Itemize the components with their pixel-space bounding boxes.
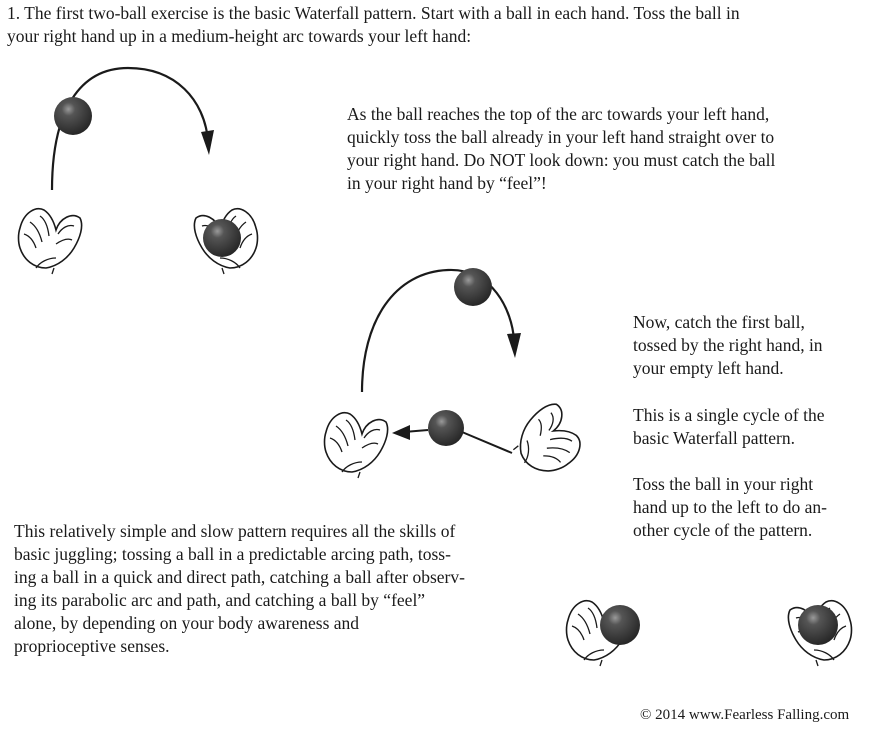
skills-line: This relatively simple and slow pattern requires all the skills of bbox=[14, 521, 456, 541]
note-line: other cycle of the pattern. bbox=[633, 520, 813, 540]
note-line: basic Waterfall pattern. bbox=[633, 428, 796, 448]
instruction-line: in your right hand by “feel”! bbox=[347, 173, 547, 193]
skills-line: ing its parabolic arc and path, and catching a ball by “feel” bbox=[14, 590, 426, 610]
ball-at-peak bbox=[454, 268, 492, 306]
skills-line: proprioceptive senses. bbox=[14, 636, 170, 656]
left-hand-icon bbox=[325, 413, 388, 478]
right-hand-icon bbox=[19, 209, 82, 274]
note-line: hand up to the left to do an- bbox=[633, 497, 827, 517]
note-line: your empty left hand. bbox=[633, 358, 784, 378]
ball-in-hand bbox=[600, 605, 640, 645]
ball-direct-toss bbox=[428, 410, 464, 446]
copyright-symbol: © bbox=[640, 707, 652, 723]
ball-in-flight bbox=[54, 97, 92, 135]
arrow-head-icon bbox=[392, 425, 410, 440]
instruction-line: your right hand. Do NOT look down: you must catch the ball bbox=[347, 150, 776, 170]
note-line: tossed by the right hand, in bbox=[633, 335, 823, 355]
intro-line: your right hand up in a medium-height arc towards your left hand: bbox=[7, 26, 472, 46]
arrow-head-icon bbox=[507, 333, 521, 358]
skills-line: basic juggling; tossing a ball in a predictable arcing path, toss- bbox=[14, 544, 451, 564]
arrow-head-icon bbox=[201, 130, 214, 155]
note-line: Now, catch the first ball, bbox=[633, 312, 805, 332]
right-hand-icon bbox=[503, 400, 586, 482]
ball-in-left-hand bbox=[203, 219, 241, 257]
intro-line: 1. The first two-ball exercise is the basic Waterfall pattern. Start with a ball in each hand. Toss the ball in bbox=[7, 3, 740, 23]
instruction-line: As the ball reaches the top of the arc towards your left hand, bbox=[347, 104, 770, 124]
note-line: Toss the ball in your right bbox=[633, 474, 814, 494]
instruction-line: quickly toss the ball already in your left hand straight over to bbox=[347, 127, 775, 147]
ball-in-hand bbox=[798, 605, 838, 645]
skills-line: alone, by depending on your body awareness and bbox=[14, 613, 360, 633]
note-line: This is a single cycle of the bbox=[633, 405, 825, 425]
skills-line: ing a ball in a quick and direct path, catching a ball after observ- bbox=[14, 567, 465, 587]
copyright-text: 2014 www.Fearless Falling.com bbox=[651, 707, 850, 723]
